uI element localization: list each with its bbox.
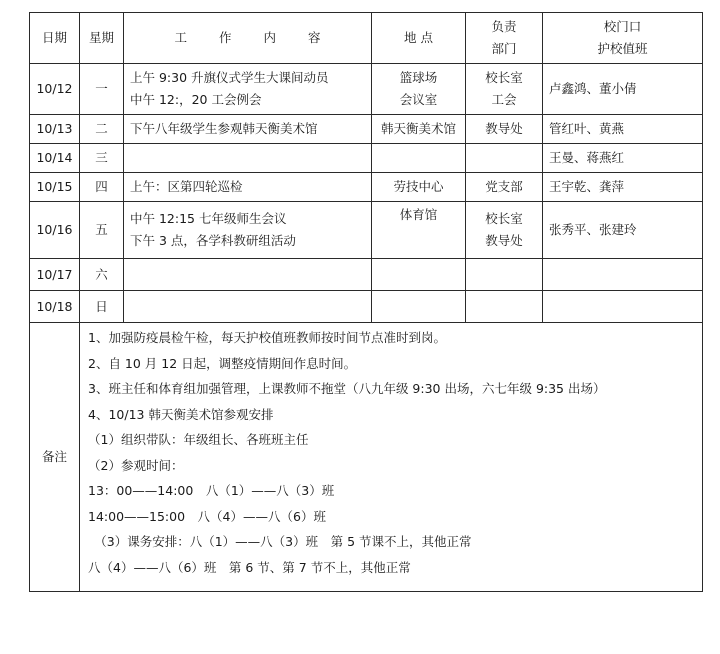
row-weekday: 四 [80,173,124,202]
row-weekday: 日 [80,291,124,323]
note-line: （3）课务安排：八（1）——八（3）班 第 5 节课不上，其他正常 [88,534,472,549]
row-dept [466,144,543,173]
header-content: 工 作 内 容 [124,13,372,64]
row-content: 上午：区第四轮巡检 [124,173,372,202]
header-location: 地 点 [372,13,466,64]
row-duty: 王曼、蒋燕红 [543,144,703,173]
note-line: 13：00——14:00 八（1）——八（3）班 [88,483,335,498]
content-line: 上午 9:30 升旗仪式学生大课间动员 [130,70,329,85]
row-dept [466,64,543,115]
table-row [30,64,703,115]
content-line: 下午 3 点，各学科教研组活动 [130,233,296,248]
dept-line: 校长室 [485,70,523,85]
row-weekday: 一 [80,64,124,115]
header-dept-line2: 部门 [491,41,517,56]
row-date: 10/13 [30,115,80,144]
row-weekday: 三 [80,144,124,173]
notes-row [30,323,703,592]
row-dept [466,259,543,291]
notes-label: 备注 [30,323,80,592]
note-line: 3、班主任和体育组加强管理，上课教师不拖堂（八九年级 9:30 出场，六七年级 9:35 出场） [88,381,606,396]
row-location: 劳技中心 [372,173,466,202]
row-duty: 王宇乾、龚萍 [543,173,703,202]
header-duty [543,13,703,64]
dept-line: 教导处 [485,233,523,248]
note-line: （1）组织带队：年级组长、各班班主任 [88,432,309,447]
row-duty [543,259,703,291]
row-location [372,259,466,291]
table-row [30,173,703,202]
header-dept-line1: 负责 [491,19,517,34]
row-date: 10/12 [30,64,80,115]
row-location [372,144,466,173]
row-duty: 张秀平、张建玲 [543,202,703,259]
dept-line: 工会 [491,92,517,107]
location-line: 会议室 [399,92,438,107]
row-location: 韩天衡美术馆 [372,115,466,144]
table-row [30,259,703,291]
row-weekday: 二 [80,115,124,144]
row-content [124,64,372,115]
row-date: 10/18 [30,291,80,323]
dept-line: 校长室 [485,211,523,226]
row-date: 10/15 [30,173,80,202]
note-line: 2、自 10 月 12 日起，调整疫情期间作息时间。 [88,355,357,371]
row-location [372,64,466,115]
note-line: 八（4）——八（6）班 第 6 节、第 7 节不上，其他正常 [88,559,411,575]
location-line: 篮球场 [399,70,438,85]
content-line: 中午 12:，20 工会例会 [130,92,262,107]
note-line: （2）参观时间： [88,457,184,473]
row-date: 10/14 [30,144,80,173]
row-date: 10/17 [30,259,80,291]
notes-content [80,323,703,592]
row-content [124,259,372,291]
weekly-schedule-table [29,12,703,592]
note-line: 4、10/13 韩天衡美术馆参观安排 [88,406,274,422]
note-line: 1、加强防疫晨检午检，每天护校值班教师按时间节点准时到岗。 [88,330,446,345]
table-row [30,291,703,323]
row-dept [466,291,543,323]
row-content: 下午八年级学生参观韩天衡美术馆 [124,115,372,144]
row-duty: 卢鑫鸿、董小倩 [543,64,703,115]
row-duty [543,291,703,323]
note-line: 14:00——15:00 八（4）——八（6）班 [88,508,326,524]
row-weekday: 五 [80,202,124,259]
row-dept [466,202,543,259]
row-duty: 管红叶、黄燕 [543,115,703,144]
row-content [124,291,372,323]
row-content [124,144,372,173]
content-line: 中午 12:15 七年级师生会议 [130,211,287,226]
row-content [124,202,372,259]
header-date: 日期 [30,13,80,64]
table-row [30,202,703,259]
header-row [30,13,703,64]
header-weekday: 星期 [80,13,124,64]
header-duty-line1: 校门口 [603,19,642,34]
row-date: 10/16 [30,202,80,259]
row-dept: 教导处 [466,115,543,144]
row-weekday: 六 [80,259,124,291]
table-row [30,144,703,173]
header-dept [466,13,543,64]
row-dept: 党支部 [466,173,543,202]
row-location [372,291,466,323]
header-duty-line2: 护校值班 [597,41,648,56]
row-location: 体育馆 [372,202,466,259]
table-row [30,115,703,144]
